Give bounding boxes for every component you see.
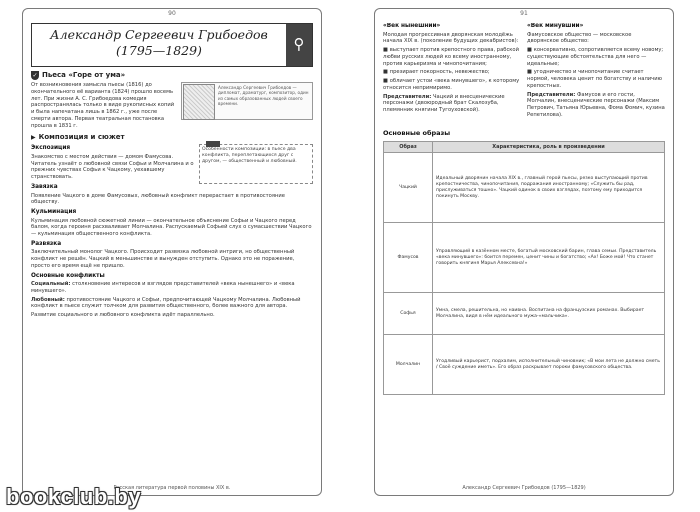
author-portrait: [183, 84, 215, 120]
centuries-comparison: [383, 23, 665, 121]
conflict-love-text: противостояние Чацкого и Софьи, предпочитающей Чацкому Молчалина. Любовный конфликт в пьесе служит толчком для развития общественного, более важного для автора.: [31, 296, 301, 310]
table-cell-role: Софья: [384, 293, 433, 335]
arrow-right-icon: ▶: [31, 133, 36, 141]
table-header-desc: Характеристика, роль в произведении: [433, 141, 665, 153]
col2-reps-label: Представители:: [527, 91, 576, 98]
watermark-logo: bookclub.by: [6, 484, 142, 509]
intro-text: От возникновения замысла пьесы (1816) до окончательного её варианта (1824) прошло восемь лет. При жизни А. С. Грибоедова комедия распространялась только в виде рукописных копий и была напечатана лишь в 1862 г., уже после смерти автора. Первая театральная постановка прошла в 1831 г.: [31, 82, 175, 129]
conflict-social-label: Социальный:: [31, 281, 71, 288]
col2-reps-text: Фамусов и его гости, Молчалин, внесценические персонажи (Максим Петрович, Татьяна Юрьевна, Фома Фомич, кузина Репетилова).: [527, 91, 665, 118]
table-cell-role: Чацкий: [384, 153, 433, 223]
right-page-content: [383, 23, 665, 481]
author-name-block: [36, 27, 282, 58]
col2-b1-text: консервативно, сопротивляется всему новому; существующие обстоятельства для него — идеальные;: [527, 47, 664, 67]
column-present-century: [383, 23, 521, 121]
table-header-row: [384, 141, 665, 153]
author-years: (1795—1829): [116, 42, 202, 58]
table-cell-desc: Умна, смела, решительна, но наивна. Воспитана на французских романах. Выбирает Молчалина, видя в нём идеального мужа-«мальчика».: [433, 293, 665, 335]
col2-representatives: [527, 92, 665, 119]
bullet-icon: ■: [383, 69, 390, 76]
conflicts-title: Основные конфликты: [31, 272, 105, 279]
table-cell-role: Молчалин: [384, 335, 433, 395]
table-cell-desc: Угодливый карьерист, подхалим, исполнительный чиновник; «В мои лета не должно сметь / Своё суждение иметь». Его образ раскрывает пороки фамусовского общества.: [433, 335, 665, 395]
left-page-number: 90: [168, 10, 176, 17]
table-title: Основные образы: [383, 128, 451, 137]
bullet-icon: ■: [383, 47, 390, 54]
col1-bullet-1: [383, 47, 521, 67]
table-header-image: Образ: [384, 141, 433, 153]
note-tag-icon: [206, 141, 220, 147]
col1-reps-label: Представители:: [383, 93, 432, 100]
shield-icon: ✓: [32, 72, 38, 80]
table-row: [384, 153, 665, 223]
composition-section-title: [31, 133, 313, 142]
plot-title: Завязка: [31, 183, 58, 190]
bullet-icon: ■: [527, 69, 534, 76]
plot-text: Появление Чацкого в доме Фамусовых, любовный конфликт перерастает в противостояние обществу.: [31, 192, 285, 206]
search-icon: ⚲: [293, 35, 305, 54]
images-table: [383, 141, 665, 396]
table-row: [384, 293, 665, 335]
bullet-icon: ■: [383, 78, 390, 85]
col1-b2-text: презирает покорность, невежество;: [389, 69, 490, 76]
author-header: [31, 23, 313, 67]
play-title: Пьеса «Горе от ума»: [42, 71, 126, 79]
table-cell-desc: Идеальный дворянин начала XIX в., главный герой пьесы, резко выступающий против крепостничества, чинопочитания, подражания иностранному; «Служить бы рад, прислуживаться тошно». Чацкий одинок в своих взглядах, поэтому ему приходится покинуть Москву.: [433, 153, 665, 223]
composition-title: Композиция и сюжет: [38, 133, 125, 142]
climax-text: Кульминация любовной сюжетной линии — окончательное объяснение Софьи и Чацкого перед балом, когда героиня расхваливает Молчалина. Распускаемый Софьей слух о сумасшествии Чацкого — кульминация общественного конфликта.: [31, 217, 312, 238]
author-name: Александр Сергеевич Грибоедов: [50, 27, 268, 42]
col1-b1-text: выступает против крепостного права, рабской любви русских людей ко всему иностранному, против карьеризма и чинопочитания;: [383, 47, 519, 67]
col2-bullet-2: [527, 69, 665, 89]
left-page-footer: Русская литература первой половины XIX в.: [113, 485, 231, 491]
left-page: [22, 8, 322, 496]
bullet-icon: ■: [527, 47, 534, 54]
exposition-text: Знакомство с местом действия — домом Фамусова. Читатель узнаёт о любовной связи Софьи и Молчалина и о прежних чувствах Софьи к Чацкому, уехавшему странствовать.: [31, 153, 194, 181]
col2-title: «Век минувший»: [527, 23, 584, 29]
note-text: Особенности композиции: в пьесе два конфликта, переплетающихся друг с другом, — общественный и любовный.: [202, 147, 297, 165]
table-row: [384, 223, 665, 293]
col1-bullet-3: [383, 78, 521, 92]
composition-note: [199, 144, 313, 184]
conflicts-footer: Развитие социального и любовного конфликта идёт параллельно.: [31, 312, 215, 319]
conflict-social: [31, 281, 313, 295]
right-page: [374, 8, 674, 496]
right-page-number: 91: [520, 10, 528, 17]
column-past-century: [527, 23, 665, 121]
exposition-title: Экспозиция: [31, 145, 71, 152]
conflict-love: [31, 297, 313, 311]
col2-bullet-1: [527, 47, 665, 67]
search-button[interactable]: [286, 24, 312, 66]
col1-text: Молодая прогрессивная дворянская молодёжь начала XIX в. (поколение будущих декабристов):: [383, 31, 519, 45]
table-row: [384, 335, 665, 395]
denouement-title: Развязка: [31, 240, 62, 247]
climax-title: Кульминация: [31, 209, 77, 215]
right-page-footer: Александр Сергеевич Грибоедов (1795—1829): [462, 485, 586, 491]
conflict-social-text: столкновение интересов и взглядов представителей «века нынешнего» и «века минувшего».: [31, 281, 295, 294]
col1-title: «Век нынешний»: [383, 23, 441, 29]
conflict-love-label: Любовный:: [31, 296, 65, 303]
col2-text: Фамусовское общество — московское дворянское общество:: [527, 31, 632, 45]
portrait-card: [181, 82, 313, 120]
col1-b3-text: обличает устои «века минувшего», к которому относится непримиримо.: [383, 78, 520, 91]
col1-reps-text: Чацкий и внесценические персонажи (двоюродный брат Скалозуба, племянник княгини Тугоуховской).: [383, 93, 505, 114]
table-cell-role: Фамусов: [384, 223, 433, 293]
col2-b2-text: угодничество и чинопочитание считает нормой, человека ценит по богатству и наличию крепостных.: [527, 69, 662, 89]
intro-block: [31, 82, 313, 129]
left-page-content: [31, 23, 313, 481]
portrait-caption: Александр Сергеевич Грибоедов — дипломат, драматург, композитор, один из самых образованных людей своего времени.: [218, 85, 309, 106]
col1-bullet-2: [383, 69, 521, 76]
col1-representatives: [383, 94, 521, 114]
denouement-text: Заключительный монолог Чацкого. Происходит развязка любовной интриги, но общественный конфликт не решён. Чацкий в меньшинстве и вынужден отступить. Однако это не поражение, просто его время ещё не пришло.: [31, 249, 295, 269]
table-cell-desc: Управляющий в казённом месте, богатый московский барин, глава семьи. Представитель «века минувшего»: боится перемен, ценит чины и богатство; «Ах! Боже мой! Что станет говорить княгиня Марья Алексевна!»: [433, 223, 665, 293]
play-section-title: [31, 71, 313, 80]
